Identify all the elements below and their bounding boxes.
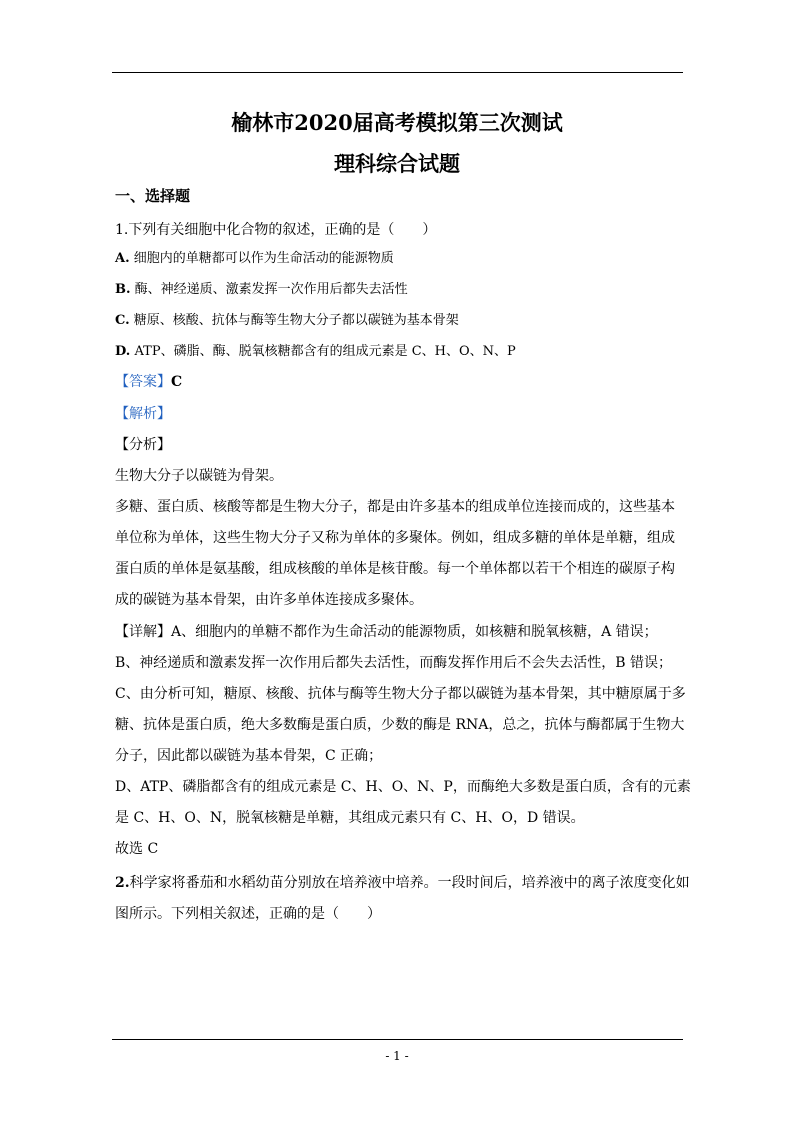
question-2-number: 2. [115,875,130,891]
detail-line: C、由分析可知，糖原、核酸、抗体与酶等生物大分子都以碳链为基本骨架，其中糖原属于多 [115,686,686,702]
question-2-stem-cont: 图所示。下列相关叙述，正确的是（ ） [115,906,381,922]
detail-line: 是 C、H、O、N，脱氧核糖是单糖，其组成元素只有 C、H、O，D 错误。 [115,810,585,826]
analysis-line: 生物大分子以碳链为骨架。 [115,468,283,484]
fenxi-tag: 【分析】 [115,437,171,453]
option-c [115,311,459,331]
option-letter: C. [115,313,130,328]
question-1-stem [115,220,436,240]
page-subtitle: 理科综合试题 [334,151,460,176]
option-text: 糖原、核酸、抗体与酶等生物大分子都以碳链为基本骨架 [129,313,459,328]
detail-line [115,622,658,642]
footer-rule [112,1039,683,1040]
option-letter: B. [115,282,131,297]
option-d [115,342,516,362]
option-text: 细胞内的单糖都可以作为生命活动的能源物质 [129,251,394,266]
option-text: ATP、磷脂、酶、脱氧核糖都含有的组成元素是 C、H、O、N、P [130,344,516,359]
section-heading: 一、选择题 [115,187,191,205]
conclusion-line: 故选 C [115,841,159,857]
option-letter: A. [115,251,130,266]
jiexi-tag: 【解析】 [115,406,171,422]
answer-tag: 【答案】 [115,374,171,390]
question-2-text: 科学家将番茄和水稻幼苗分别放在培养液中培养。一段时间后，培养液中的离子浓度变化如 [129,875,690,891]
analysis-line: 单位称为单体，这些生物大分子又称为单体的多聚体。例如，组成多糖的单体是单糖，组成 [115,530,675,546]
analysis-line: 蛋白质的单体是氨基酸，组成核酸的单体是核苷酸。每一个单体都以若干个相连的碳原子构 [115,561,675,577]
detail-line: B、神经递质和激素发挥一次作用后都失去活性，而酶发挥作用后不会失去活性，B 错误； [115,655,673,671]
header-rule [112,72,683,73]
answer-line [115,372,182,392]
detail-tag: 【详解】 [115,624,171,640]
analysis-line: 成的碳链为基本骨架，由许多单体连接成多聚体。 [115,592,423,608]
option-a [115,249,394,269]
detail-line: D、ATP、磷脂都含有的组成元素是 C、H、O、N、P，而酶绝大多数是蛋白质，含有的元素 [115,779,691,795]
detail-line: 糖、抗体是蛋白质，绝大多数酶是蛋白质，少数的酶是 RNA，总之，抗体与酶都属于生物大 [115,717,685,733]
option-letter: D. [115,344,131,359]
option-b [115,280,408,300]
answer-value: C [171,374,183,390]
detail-text: A、细胞内的单糖不都作为生命活动的能源物质，如核糖和脱氧核糖，A 错误； [171,624,658,640]
question-2-stem [115,873,690,893]
option-text: 酶、神经递质、激素发挥一次作用后都失去活性 [130,282,408,297]
detail-line: 分子，因此都以碳链为基本骨架，C 正确； [115,748,383,764]
analysis-line: 多糖、蛋白质、核酸等都是生物大分子，都是由许多基本的组成单位连接而成的，这些基本 [115,499,675,515]
question-1-stem-text: 1.下列有关细胞中化合物的叙述，正确的是（ ） [115,222,437,238]
page-number: - 1 - [385,1049,409,1063]
page-title: 榆林市2020届高考模拟第三次测试 [231,110,563,135]
